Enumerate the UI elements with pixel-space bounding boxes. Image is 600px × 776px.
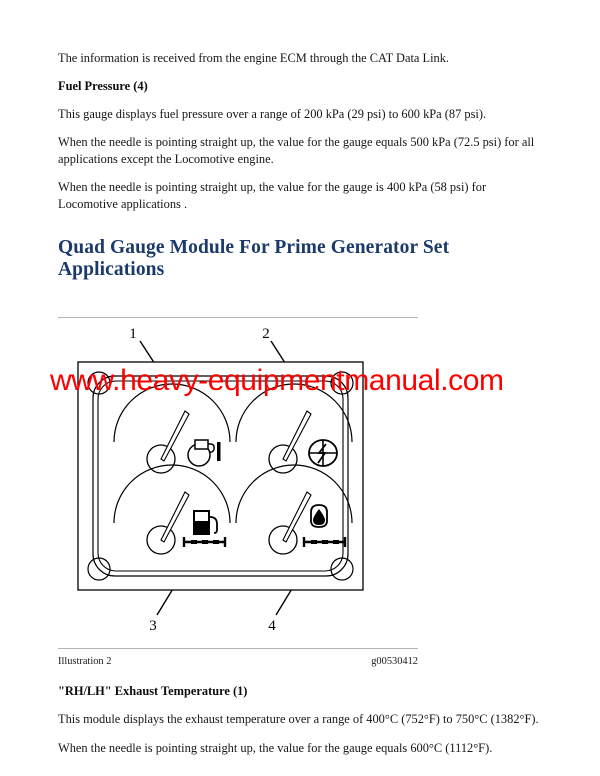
- fuel-pressure-subhead: Fuel Pressure (4): [58, 78, 148, 93]
- outro-paragraph-2: When the needle is pointing straight up, the value for the gauge equals 600°C (1112°F).: [58, 740, 493, 755]
- callout-number-3: 3: [149, 618, 157, 634]
- page-content: [58, 0, 542, 768]
- callout-number-1: 1: [129, 326, 137, 342]
- illustration-caption: [58, 656, 418, 667]
- illustration-graphic-id: g00530412: [371, 656, 418, 667]
- electrical-system-icon: [309, 440, 337, 466]
- illustration-label: Illustration 2: [58, 656, 112, 667]
- illustration-bottom-divider: [58, 648, 418, 649]
- quad-gauge-module-diagram: [58, 318, 458, 648]
- gauge-panel-plate: [78, 362, 363, 590]
- exhaust-temperature-subhead: "RH/LH" Exhaust Temperature (1): [58, 684, 248, 698]
- intro-paragraph-2: This gauge displays fuel pressure over a range of 200 kPa (29 psi) to 600 kPa (87 psi).: [58, 106, 487, 121]
- intro-paragraph-4: When the needle is pointing straight up, the value for the gauge is 400 kPa (58 psi) for Locomotive applications .: [58, 180, 487, 211]
- page-title: Quad Gauge Module For Prime Generator Set Applications: [58, 237, 450, 280]
- outro-paragraph-1: This module displays the exhaust temperature over a range of 400°C (752°F) to 750°C (1382°F).: [58, 712, 539, 726]
- callout-number-2: 2: [262, 326, 270, 342]
- callout-number-4: 4: [268, 618, 276, 634]
- site-watermark: www.heavy-equipmentmanual.com: [50, 364, 504, 397]
- illustration-figure: [58, 318, 542, 648]
- intro-paragraph-3: When the needle is pointing straight up, the value for the gauge equals 500 kPa (72.5 psi) for all applications except the Locomotive engine.: [58, 135, 535, 166]
- intro-paragraph-1: The information is received from the engine ECM through the CAT Data Link.: [58, 51, 450, 65]
